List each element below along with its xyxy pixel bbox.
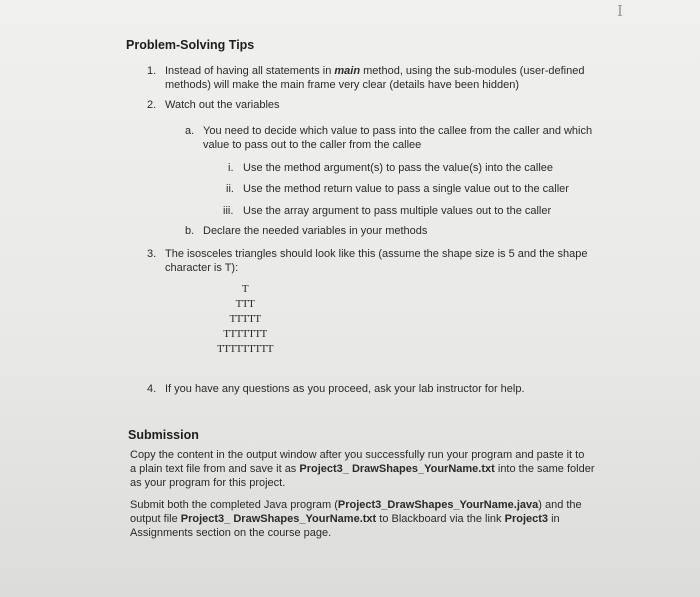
roman-item-text: Use the method argument(s) to pass the value(s) into the callee	[243, 162, 553, 174]
list-number: 1.	[147, 65, 157, 77]
triangle-row: TTTTTTTTT	[217, 343, 273, 355]
submission-heading: Submission	[128, 428, 199, 442]
list-number: 2.	[147, 99, 157, 111]
sub-list-label: a.	[185, 125, 195, 137]
filename: Project3_ DrawShapes_YourName.txt	[299, 463, 495, 475]
page-title: Problem-Solving Tips	[126, 38, 255, 52]
triangle-row: TTTTTTT	[223, 328, 267, 340]
sub-list-text: value to pass out to the caller from the callee	[203, 139, 422, 151]
list-number: 4.	[147, 383, 157, 395]
filename: Project3_ DrawShapes_YourName.txt	[180, 513, 377, 525]
text-cursor-icon: I	[617, 2, 623, 20]
list-item-text: methods) will make the main frame very clear (details have been hidden)	[165, 79, 519, 91]
code-keyword: main	[334, 65, 361, 77]
roman-number: ii.	[226, 183, 234, 195]
roman-item-text: Use the array argument to pass multiple values out to the caller	[243, 205, 552, 217]
filename: Project3_DrawShapes_YourName.java	[337, 499, 539, 511]
list-item-text: If you have any questions as you proceed, ask your lab instructor for help.	[165, 383, 525, 395]
paragraph-line: as your program for this project.	[130, 477, 286, 489]
triangle-row: TTTTT	[229, 313, 261, 325]
paragraph-line: Copy the content in the output window after you successfully run your program and paste it to	[130, 449, 585, 461]
roman-item-text: Use the method return value to pass a single value out to the caller	[243, 183, 569, 195]
list-item-text: The isosceles triangles should look like this (assume the shape size is 5 and the shape	[165, 248, 588, 260]
roman-number: iii.	[223, 205, 234, 217]
paragraph-line: a plain text file from and save it as Project3_ DrawShapes_YourName.txt into the same folder	[130, 463, 595, 475]
triangle-example	[200, 282, 290, 357]
triangle-row: T	[241, 283, 249, 295]
paragraph-line: Submit both the completed Java program (Project3_DrawShapes_YourName.java) and the	[130, 499, 582, 511]
sub-list-text: Declare the needed variables in your methods	[203, 225, 428, 237]
link-name: Project3	[504, 513, 549, 525]
roman-number: i.	[228, 162, 234, 174]
list-item-text: Instead of having all statements in main method, using the sub-modules (user-defined	[165, 65, 585, 77]
list-number: 3.	[147, 248, 157, 260]
sub-list-text: You need to decide which value to pass into the callee from the caller and which	[203, 125, 593, 137]
list-item-text: character is T):	[165, 262, 239, 274]
list-item-text: Watch out the variables	[165, 99, 280, 111]
sub-list-label: b.	[185, 225, 195, 237]
triangle-row: TTT	[235, 298, 255, 310]
paragraph-line: Assignments section on the course page.	[130, 527, 332, 539]
paragraph-line: output file Project3_ DrawShapes_YourName.txt to Blackboard via the link Project3 in	[130, 513, 560, 525]
